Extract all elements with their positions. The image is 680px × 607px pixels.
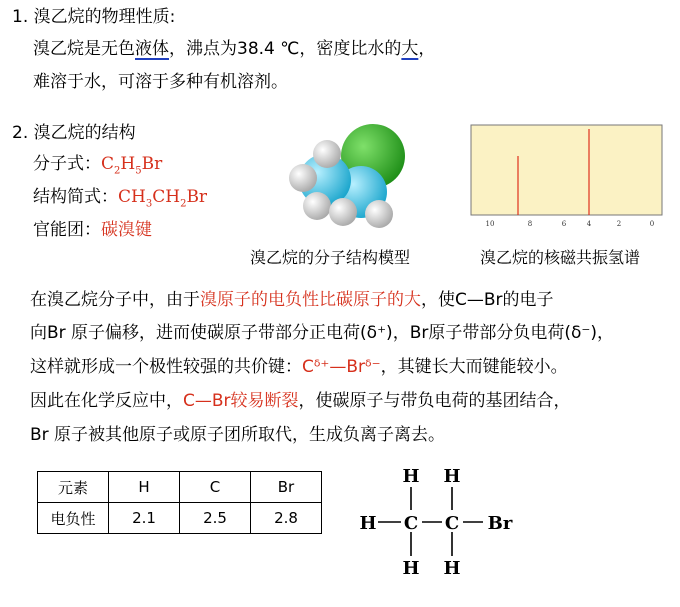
molecular-formula-line <box>33 153 162 175</box>
label: 官能团： <box>33 220 101 240</box>
structural-formula-line <box>33 186 207 208</box>
text: ， <box>418 39 436 59</box>
bromoethane-structure-diagram <box>355 462 525 582</box>
electronegativity-table <box>37 471 322 534</box>
table-cell: 2.1 <box>109 503 180 534</box>
text: 溴乙烷是无色 <box>33 39 135 59</box>
big-word: 大 <box>401 39 419 59</box>
atom-h: H <box>359 513 377 534</box>
table-row <box>38 503 322 534</box>
paragraph-line-2: 向Br 原子偏移，进而使碳原子带部分正电荷(δ⁺)，Br原子带部分负电荷(δ⁻)， <box>30 323 614 343</box>
molecular-formula: $C_2H_5Br$ <box>101 154 163 177</box>
nmr-tick: 0 <box>649 220 655 228</box>
paragraph-line-5: Br 原子被其他原子或原子团所取代，生成负离子离去。 <box>30 425 446 445</box>
atom-c: C <box>403 513 419 534</box>
section1-line2: 难溶于水，可溶于多种有机溶剂。 <box>33 72 288 92</box>
section2-heading: 2. 溴乙烷的结构 <box>12 123 136 143</box>
nmr-spectrum-image <box>470 124 664 232</box>
functional-group: 碳溴键 <box>101 220 152 240</box>
nmr-tick: 2 <box>616 220 622 228</box>
model-caption: 溴乙烷的分子结构模型 <box>250 248 411 267</box>
nmr-tick: 10 <box>485 220 495 228</box>
text: ，其键长大而键能较小。 <box>380 357 568 377</box>
label: 分子式： <box>33 154 101 174</box>
atom-br: Br <box>487 513 513 534</box>
paragraph-line-1 <box>30 289 554 311</box>
nmr-tick: 8 <box>527 220 533 228</box>
text: 这样就形成一个极性较强的共价键： <box>30 357 302 377</box>
polar-bond: Cᵟ⁺—Brᵟ⁻ <box>302 357 381 377</box>
table-cell: C <box>180 472 251 503</box>
table-cell: 电负性 <box>38 503 109 534</box>
liquid-word: 液体 <box>135 39 169 59</box>
highlight: C—Br较易断裂 <box>183 391 299 411</box>
table-cell: H <box>109 472 180 503</box>
text: ，使碳原子与带负电荷的基团结合， <box>298 391 571 411</box>
table-cell: Br <box>251 472 322 503</box>
table-cell: 元素 <box>38 472 109 503</box>
atom-c: C <box>444 513 460 534</box>
text: 在溴乙烷分子中，由于 <box>30 290 200 310</box>
section1-line1 <box>33 38 435 60</box>
paragraph-line-3 <box>30 356 568 378</box>
functional-group-line <box>33 219 152 241</box>
highlight: 溴原子的电负性比碳原子的大 <box>200 290 421 310</box>
label: 结构简式： <box>33 187 118 207</box>
molecule-model-image <box>283 120 418 230</box>
nmr-tick: 6 <box>561 220 567 228</box>
structural-formula: $CH_3CH_2Br$ <box>118 187 208 210</box>
text: 因此在化学反应中， <box>30 391 183 411</box>
text: ，沸点为38.4 ℃，密度比水的 <box>169 39 402 59</box>
nmr-caption: 溴乙烷的核磁共振氢谱 <box>480 248 641 267</box>
table-cell: 2.5 <box>180 503 251 534</box>
text: ，使C—Br的电子 <box>421 290 554 310</box>
section1-heading: 1. 溴乙烷的物理性质: <box>12 7 176 27</box>
nmr-tick: 4 <box>586 220 592 228</box>
atom-h: H <box>443 558 461 579</box>
table-cell: 2.8 <box>251 503 322 534</box>
paragraph-line-4 <box>30 390 571 412</box>
atom-h: H <box>443 466 461 487</box>
atom-h: H <box>402 466 420 487</box>
table-row <box>38 472 322 503</box>
atom-h: H <box>402 558 420 579</box>
